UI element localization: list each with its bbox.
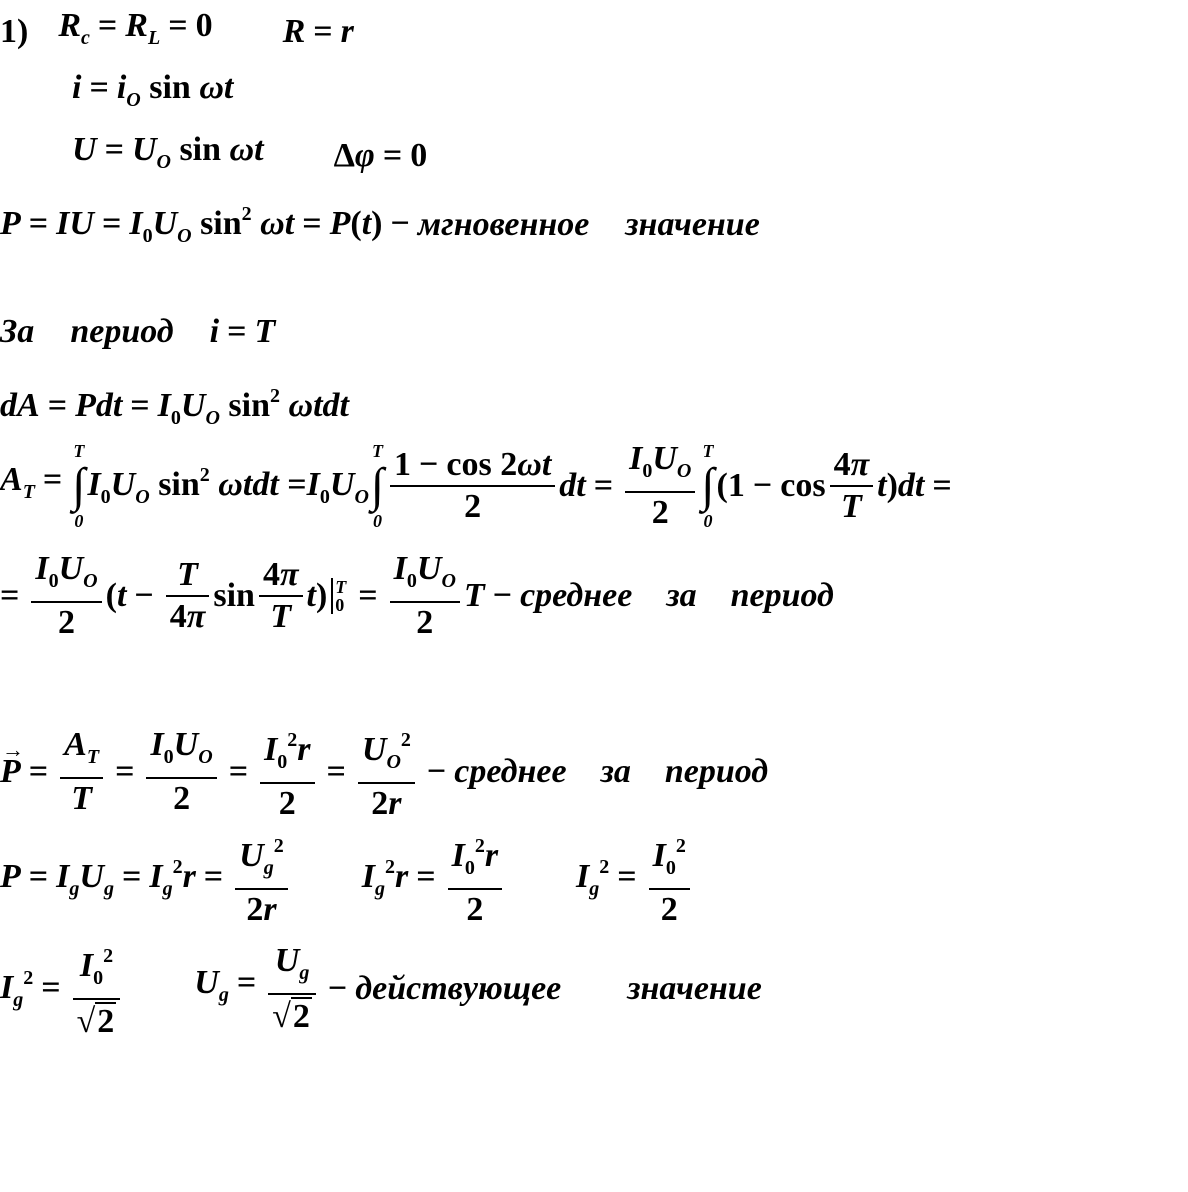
- power-equation: P = IU = $I_0U_O$ $\sin^2 \omega t = P(t)$ −: [0, 203, 410, 247]
- half-product-fraction: $\frac{I_0U_O}{2}$: [31, 551, 101, 641]
- evaluation-bar: T 0: [331, 578, 346, 614]
- effective-voltage-fraction: $\frac{U_g^2}{2r}$: [235, 828, 288, 928]
- equation-line-1: [0, 6, 354, 58]
- voltage-squared-fraction: $\frac{U_O^2}{2r}$: [358, 722, 415, 822]
- equation-line-5: [0, 312, 275, 352]
- four-pi-over-t: $\frac{4\pi}{T}$: [830, 447, 874, 525]
- phase-equation: Δφ = 0: [333, 137, 428, 174]
- equation-line-11: $I_g^2$ = $I_0^2$ √ 2 $U_g$ = $U_g$ √ 2 − действующее значение: [0, 944, 762, 1034]
- average-power-symbol: → P: [0, 752, 21, 792]
- current-squared-half: $\frac{I_0^2}{2}$: [649, 828, 690, 928]
- equation-line-8: = $\frac{I_0U_O}{2}$ (t − $\frac{T}{4\pi}$ sin $\frac{4\pi}{T}$ t ) T 0 = $\frac{I_0U_O}{2}$ T − среднее за период: [0, 550, 834, 641]
- current-equation: $i = i_O$ sin ωt: [72, 69, 234, 111]
- for-word: За: [0, 313, 35, 350]
- integral-symbol: T ∫ 0: [701, 441, 715, 531]
- equation-line-4: [0, 194, 760, 256]
- period-equation: i = T: [209, 313, 276, 350]
- integral-symbol: T ∫ 0: [370, 441, 385, 531]
- voltage-over-sqrt2: $U_g$ √ 2: [268, 943, 316, 1035]
- equation-line-9: → P = $\frac{A_T}{T}$ = $\frac{I_0U_O}{2}$ = $\frac{I_0^2r}{2}$ = $\frac{U_O^2}{2r}$ − среднее за период: [0, 732, 768, 812]
- work-integral-lhs: $A_T$ =: [0, 461, 63, 503]
- half-product-fraction: $\frac{I_0U_O}{2}$: [625, 441, 695, 531]
- period-word: период: [664, 753, 769, 790]
- item-number: 1): [0, 13, 29, 50]
- r-equation: R = r: [282, 13, 354, 50]
- equation-line-7: $A_T$ = T ∫ 0 $I_0U_O$ $\sin^2 \omega tdt =I_0U_O$ T ∫ 0 $\frac{1 - \cos 2\omega t}{2}$ dt = $\frac{I_0U_O}{2}$ T ∫ 0 (1 − cos $\frac{4\pi}{T}$ t)dt =: [0, 440, 952, 531]
- work-over-period: $\frac{A_T}{T}$: [60, 727, 103, 817]
- four-pi-over-t: $\frac{4\pi}{T}$: [259, 557, 303, 635]
- cos-fraction: $\frac{1 - \cos 2\omega t}{2}$: [390, 447, 555, 525]
- current-squared-fraction: $\frac{I_0^2r}{2}$: [448, 828, 502, 928]
- period-word: период: [70, 313, 174, 350]
- average-word: среднее: [520, 577, 633, 614]
- for-word: за: [600, 753, 631, 790]
- for-word: за: [666, 577, 697, 614]
- equation-line-3: [72, 130, 427, 182]
- half-product-fraction: $\frac{I_0U_O}{2}$: [390, 551, 460, 641]
- equation-line-2: [72, 68, 233, 120]
- voltage-equation: $U = U_O$ sin ωt: [72, 131, 264, 173]
- instant-word: мгновенное: [417, 206, 590, 243]
- t-over-four-pi: $\frac{T}{4\pi}$: [166, 557, 210, 635]
- equation-line-6: [0, 376, 349, 438]
- resistance-equation: $R_c = R_L = 0$: [58, 7, 213, 49]
- current-over-sqrt2: $I_0^2$ √ 2: [73, 938, 121, 1040]
- current-squared-fraction: $\frac{I_0^2r}{2}$: [260, 722, 314, 822]
- work-differential: dA = Pdt = $I_0U_O$ $\sin^2 \omega tdt$: [0, 385, 349, 429]
- effective-power-equation: $P = I_gU_g = I_g^2r$ =: [0, 856, 224, 900]
- value-word: значение: [627, 970, 762, 1007]
- average-word: среднее: [454, 753, 567, 790]
- half-product-fraction: $\frac{I_0U_O}{2}$: [146, 727, 216, 817]
- value-word: значение: [625, 206, 760, 243]
- effective-word: действующее: [355, 970, 562, 1007]
- period-word: период: [730, 577, 834, 614]
- equation-line-10: $P = I_gU_g = I_g^2r$ = $\frac{U_g^2}{2r}$ $I_g^2r$ = $\frac{I_0^2r}{2}$ $I_g^2$ = $\frac{I_0^2}{2}$: [0, 838, 694, 918]
- integral-symbol: T ∫ 0: [72, 441, 86, 531]
